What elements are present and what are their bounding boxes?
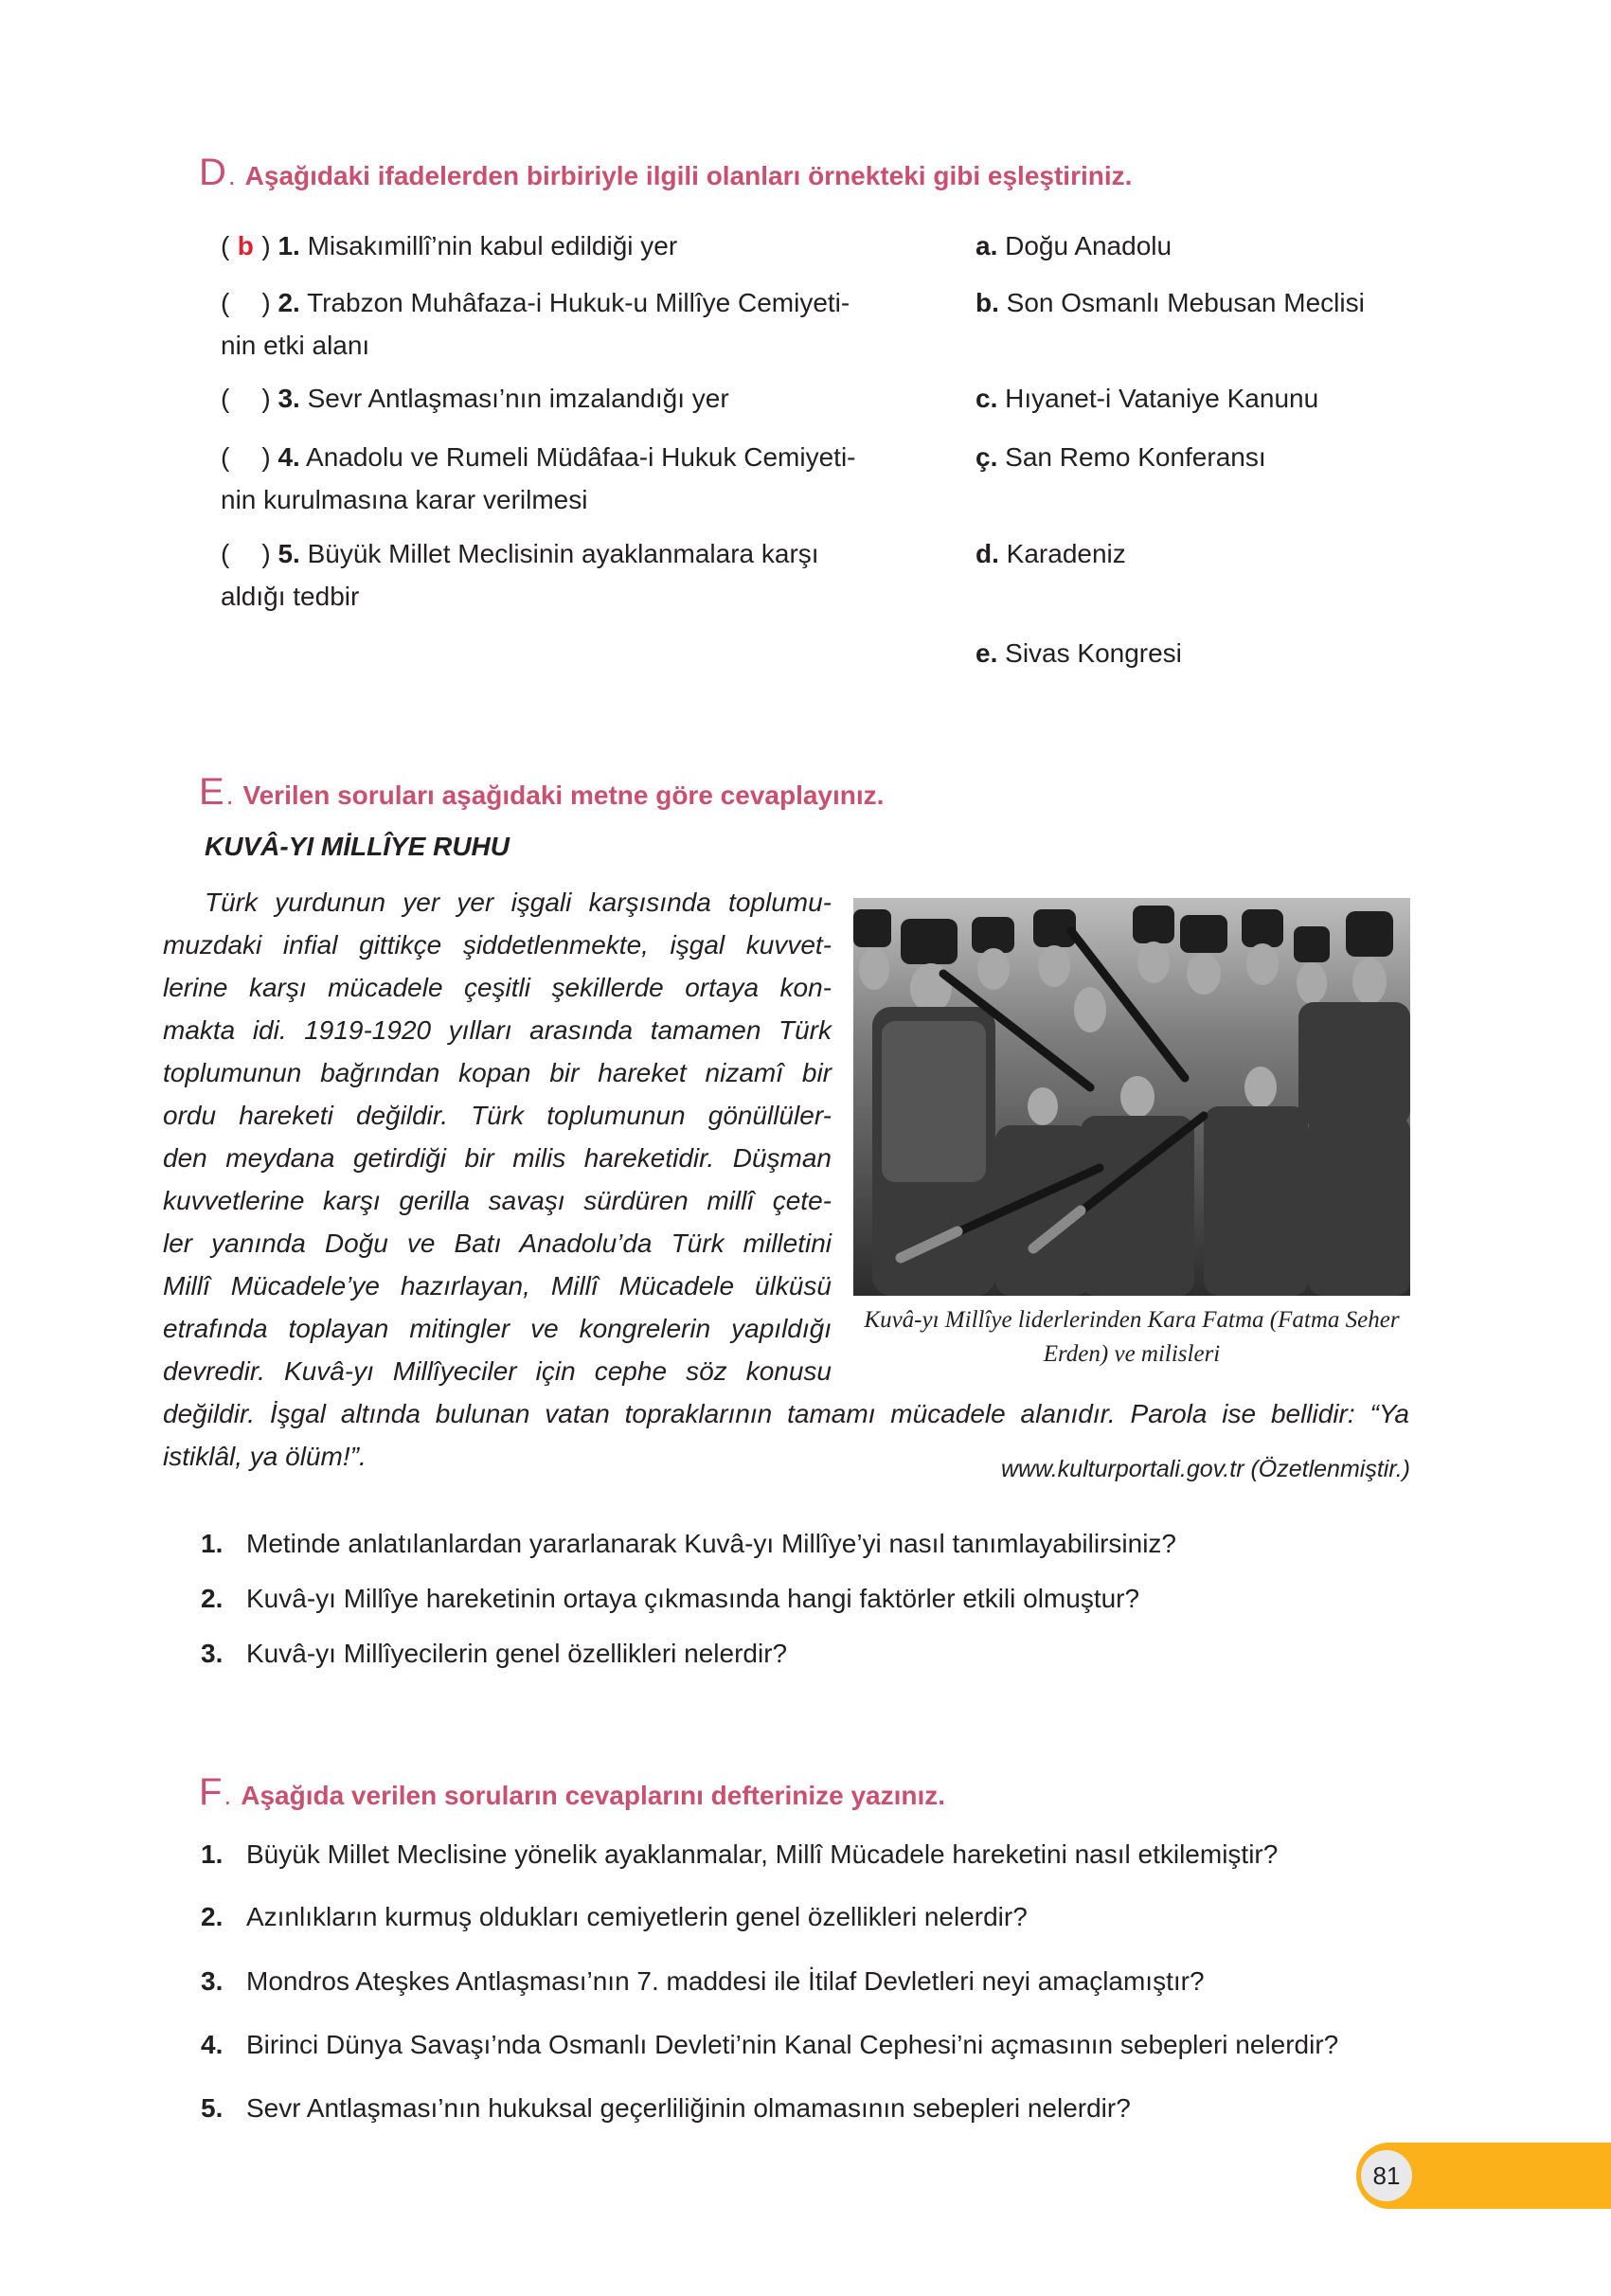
section-instruction: Aşağıdaki ifadelerden birbiriyle ilgili olanları örnekteki gibi eşleştiriniz. <box>244 161 1133 190</box>
item-text: Trabzon Muhâfaza-i Hukuk-u Millîye Cemiyeti- <box>307 288 850 317</box>
question-item <box>201 1525 1176 1563</box>
passage-line: Türk yurdunun yer yer işgali karşısında toplumu- <box>205 888 832 917</box>
match-option-e <box>976 632 1182 674</box>
question-text: Kuvâ-yı Millîyecilerin genel özellikleri nelerdir? <box>246 1639 788 1668</box>
section-f-heading <box>199 1773 945 1811</box>
question-number: 3. <box>201 1639 224 1668</box>
question-number: 1. <box>201 1529 224 1558</box>
match-item-2 <box>221 281 850 324</box>
answer-blank[interactable]: b <box>237 231 254 260</box>
photo-image-icon <box>853 898 1410 1296</box>
match-item-1 <box>221 224 677 267</box>
question-item <box>201 2026 1338 2064</box>
match-item-4 <box>221 436 856 478</box>
passage-line: makta idi. 1919-1920 yılları arasında tamamen Türk <box>163 1015 832 1045</box>
source-citation: www.kulturportali.gov.tr (Özetlenmiştir.) <box>1000 1456 1410 1482</box>
paren-open: ( <box>221 539 230 568</box>
passage-line: lerine karşı mücadele çeşitli şekillerde ortaya kon- <box>163 973 832 1002</box>
question-text: Mondros Ateşkes Antlaşması’nın 7. maddesi ile İtilaf Devletleri neyi amaçlamıştır? <box>246 1966 1205 1996</box>
paren-open: ( <box>221 231 230 260</box>
match-option-d <box>976 532 1126 575</box>
match-option-a <box>976 224 1172 267</box>
paren-open: ( <box>221 288 230 317</box>
paren-open: ( <box>221 442 230 472</box>
option-text: Doğu Anadolu <box>1005 231 1172 260</box>
passage-title: KUVÂ-YI MİLLÎYE RUHU <box>205 832 510 861</box>
question-item <box>201 1963 1205 2000</box>
passage-line: ordu hareketi değildir. Türk toplumunun gönüllüler- <box>163 1101 832 1130</box>
section-instruction: Aşağıda verilen soruların cevaplarını defterinize yazınız. <box>241 1781 946 1810</box>
item-text: Büyük Millet Meclisinin ayaklanmalara karşı <box>307 539 819 568</box>
match-option-b <box>976 281 1365 324</box>
item-text: Sevr Antlaşması’nın imzalandığı yer <box>307 384 729 413</box>
item-number: 2. <box>277 288 300 317</box>
question-number: 5. <box>201 2093 224 2123</box>
historical-photo <box>853 898 1410 1296</box>
question-item <box>201 2090 1131 2127</box>
section-e-heading <box>199 773 884 811</box>
match-item-5 <box>221 532 819 575</box>
question-item <box>201 1898 1028 1936</box>
passage-line: muzdaki infial gittikçe şiddetlenmekte, işgal kuvvet- <box>163 930 832 960</box>
paren-close: ) <box>261 539 271 568</box>
option-text: Hıyanet-i Vataniye Kanunu <box>1005 384 1319 413</box>
question-text: Azınlıkların kurmuş oldukları cemiyetlerin genel özellikleri nelerdir? <box>246 1902 1028 1931</box>
section-instruction: Verilen soruları aşağıdaki metne göre cevaplayınız. <box>242 780 885 810</box>
item-number: 3. <box>277 384 300 413</box>
passage-line: etrafında toplayan mitingler ve kongrelerin yapıldığı <box>163 1314 832 1343</box>
item-number: 1. <box>277 231 300 260</box>
match-item-5-cont: aldığı tedbir <box>221 582 360 611</box>
paren-close: ) <box>261 231 271 260</box>
question-number: 1. <box>201 1839 224 1869</box>
section-dot: . <box>224 1781 232 1810</box>
item-text: Anadolu ve Rumeli Müdâfaa-i Hukuk Cemiyeti- <box>306 442 856 472</box>
option-text: San Remo Konferansı <box>1005 442 1266 472</box>
question-number: 2. <box>201 1584 224 1613</box>
question-text: Birinci Dünya Savaşı’nda Osmanlı Devleti’nin Kanal Cephesi’ni açmasının sebepleri nelerdir? <box>246 2030 1339 2059</box>
paren-close: ) <box>261 288 271 317</box>
option-text: Karadeniz <box>1006 539 1126 568</box>
question-number: 2. <box>201 1902 224 1931</box>
passage-line: istiklâl, ya ölüm!”. <box>163 1442 367 1471</box>
passage-line: Millî Mücadele’ye hazırlayan, Millî Mücadele ülküsü <box>163 1271 832 1300</box>
question-item <box>201 1580 1139 1618</box>
question-number: 4. <box>201 2030 224 2059</box>
section-letter: D <box>199 152 226 193</box>
match-item-2-cont: nin etki alanı <box>221 331 370 360</box>
question-text: Kuvâ-yı Millîye hareketinin ortaya çıkmasında hangi faktörler etkili olmuştur? <box>246 1584 1140 1613</box>
passage-line: kuvvetlerine karşı gerilla savaşı sürdüren millî çete- <box>163 1186 832 1215</box>
passage-line: değildir. İşgal altında bulunan vatan topraklarının tamamı mücadele alanıdır. Parola ise bellidir: “Ya <box>163 1399 1409 1428</box>
question-number: 3. <box>201 1966 224 1996</box>
question-item <box>201 1836 1278 1874</box>
option-letter: a. <box>976 231 998 260</box>
item-number: 4. <box>277 442 300 472</box>
passage-line: ler yanında Doğu ve Batı Anadolu’da Türk milletini <box>163 1229 832 1258</box>
section-letter: F <box>199 1771 223 1813</box>
option-letter: ç. <box>976 442 998 472</box>
option-text: Sivas Kongresi <box>1005 638 1182 668</box>
photo-caption: Kuvâ-yı Millîye liderlerinden Kara Fatma (Fatma Seher Erden) ve milisleri <box>864 1307 1400 1367</box>
match-option-c-cedilla <box>976 436 1266 478</box>
option-letter: c. <box>976 384 998 413</box>
section-dot: . <box>225 780 234 810</box>
match-option-c <box>976 377 1318 420</box>
option-text: Son Osmanlı Mebusan Meclisi <box>1006 288 1365 317</box>
passage-line: toplumunun bağrından kopan bir hareket nizamî bir <box>163 1058 832 1087</box>
item-number: 5. <box>277 539 300 568</box>
section-letter: E <box>199 771 224 813</box>
question-text: Sevr Antlaşması’nın hukuksal geçerliliğinin olmamasının sebepleri nelerdir? <box>246 2093 1131 2123</box>
paren-open: ( <box>221 384 230 413</box>
section-dot: . <box>227 161 236 190</box>
section-d-heading <box>199 153 1132 191</box>
option-letter: e. <box>976 638 998 668</box>
passage-line: den meydana getirdiği bir milis hareketidir. Düşman <box>163 1143 832 1173</box>
question-text: Büyük Millet Meclisine yönelik ayaklanmalar, Millî Mücadele hareketini nasıl etkilemiştir? <box>246 1839 1279 1869</box>
match-item-3 <box>221 377 729 420</box>
match-item-4-cont: nin kurulmasına karar verilmesi <box>221 485 588 514</box>
page-number: 81 <box>1361 2150 1412 2201</box>
option-letter: d. <box>976 539 999 568</box>
question-text: Metinde anlatılanlardan yararlanarak Kuvâ-yı Millîye’yi nasıl tanımlayabilirsiniz? <box>246 1529 1176 1558</box>
question-item <box>201 1635 787 1673</box>
passage-line: devredir. Kuvâ-yı Millîyeciler için cephe söz konusu <box>163 1356 832 1386</box>
paren-close: ) <box>261 442 271 472</box>
paren-close: ) <box>261 384 271 413</box>
item-text: Misakımillî’nin kabul edildiği yer <box>307 231 678 260</box>
option-letter: b. <box>976 288 999 317</box>
